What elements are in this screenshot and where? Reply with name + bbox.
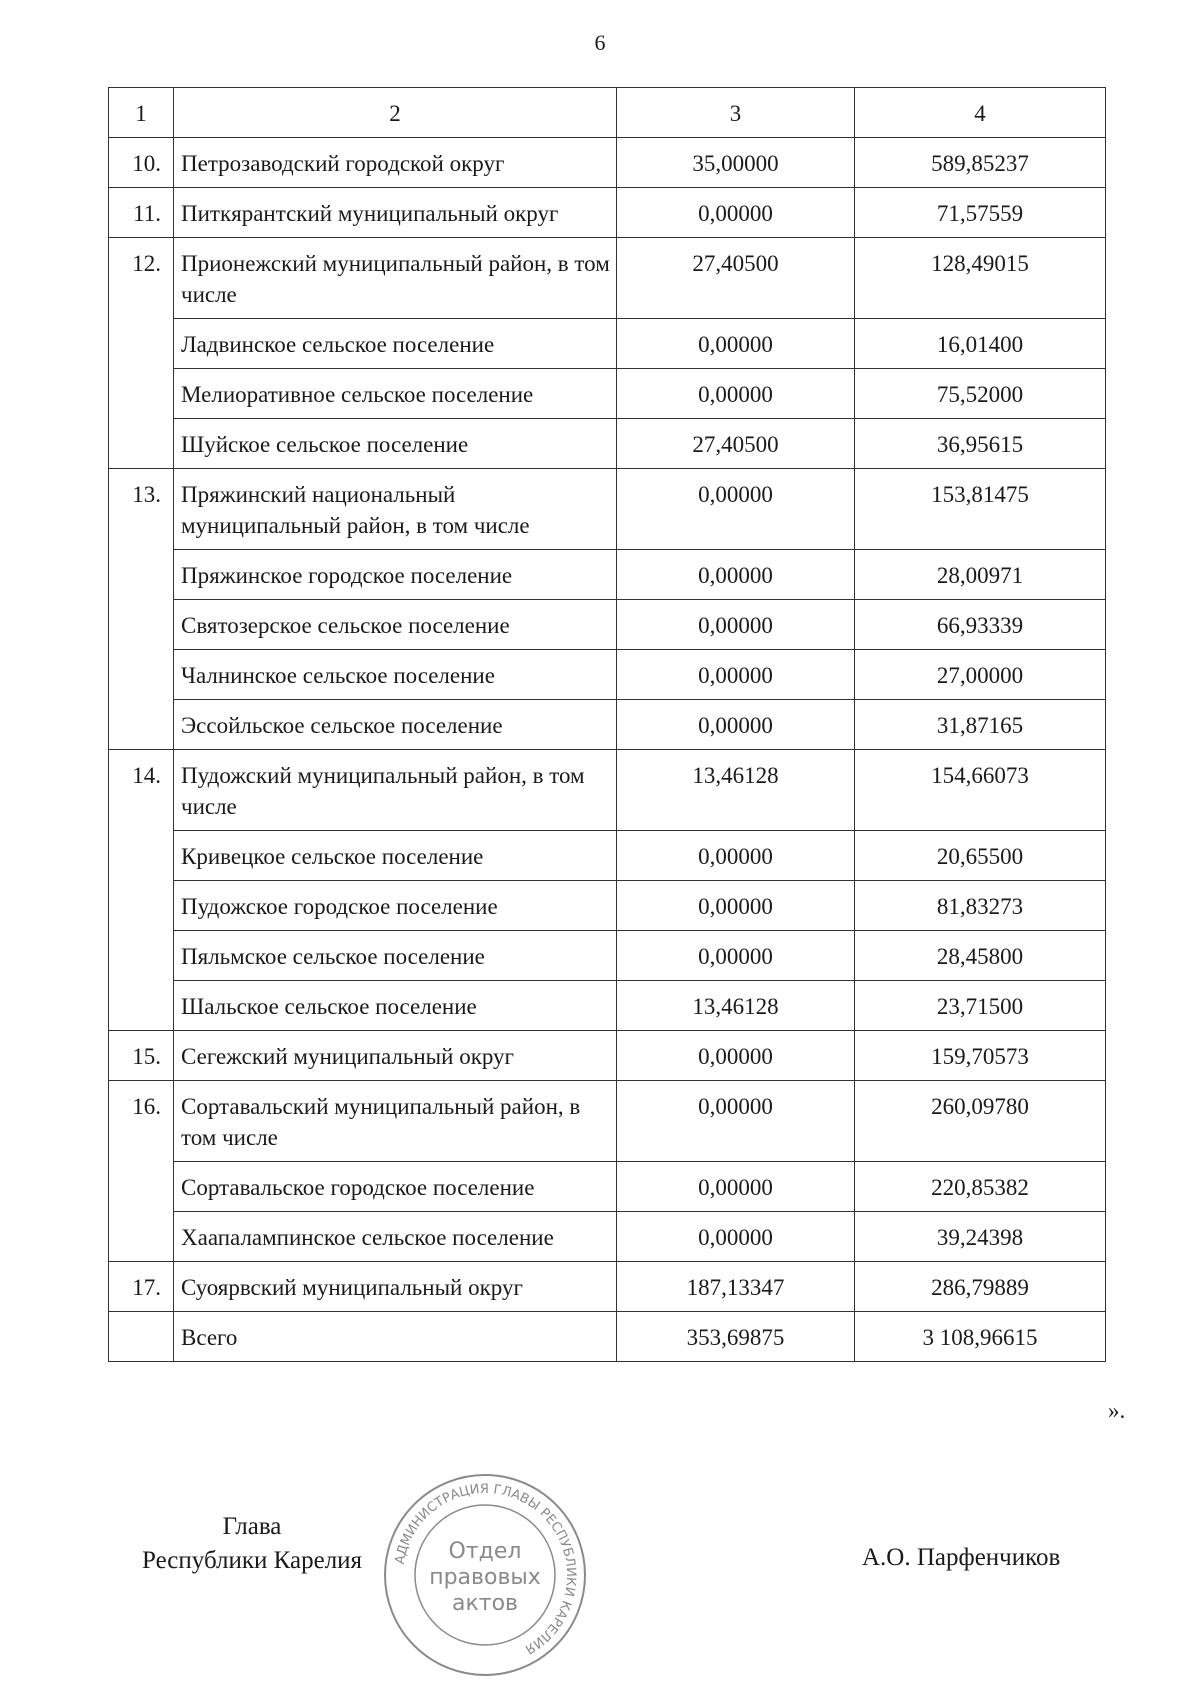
municipality-name: Чалнинское сельское поселение bbox=[174, 650, 617, 700]
municipality-name: Пудожский муниципальный район, в том числе bbox=[174, 750, 617, 831]
amount-col3: 13,46128 bbox=[617, 981, 855, 1031]
row-number: 12. bbox=[109, 238, 174, 469]
amount-col4: 286,79889 bbox=[855, 1262, 1106, 1312]
stamp-seal bbox=[380, 1470, 590, 1680]
row-number: 10. bbox=[109, 138, 174, 188]
amount-col3: 0,00000 bbox=[617, 550, 855, 600]
amount-col4: 20,65500 bbox=[855, 831, 1106, 881]
row-number: 15. bbox=[109, 1031, 174, 1081]
amount-col4: 36,95615 bbox=[855, 419, 1106, 469]
table-row bbox=[109, 750, 1106, 831]
table-row bbox=[109, 1031, 1106, 1081]
total-col4: 3 108,96615 bbox=[855, 1312, 1106, 1362]
municipality-name: Кривецкое сельское поселение bbox=[174, 831, 617, 881]
municipality-name: Пряжинский национальный муниципальный район, в том числе bbox=[174, 469, 617, 550]
municipality-name: Сортавальский муниципальный район, в том числе bbox=[174, 1081, 617, 1162]
amount-col3: 0,00000 bbox=[617, 931, 855, 981]
amount-col4: 260,09780 bbox=[855, 1081, 1106, 1162]
municipality-name: Пудожское городское поселение bbox=[174, 881, 617, 931]
page-number: 6 bbox=[594, 30, 606, 55]
total-col3: 353,69875 bbox=[617, 1312, 855, 1362]
table-row bbox=[109, 1162, 1106, 1212]
header-cell: 1 bbox=[109, 88, 174, 138]
municipality-name: Мелиоративное сельское поселение bbox=[174, 369, 617, 419]
table-row bbox=[109, 650, 1106, 700]
signatory-title-line1: Глава bbox=[222, 1513, 282, 1540]
amount-col4: 23,71500 bbox=[855, 981, 1106, 1031]
table-row bbox=[109, 550, 1106, 600]
row-number: 11. bbox=[109, 188, 174, 238]
table-row bbox=[109, 831, 1106, 881]
amount-col4: 220,85382 bbox=[855, 1162, 1106, 1212]
municipality-name: Суоярвский муниципальный округ bbox=[174, 1262, 617, 1312]
amount-col3: 0,00000 bbox=[617, 319, 855, 369]
amount-col3: 13,46128 bbox=[617, 750, 855, 831]
budget-table bbox=[108, 87, 1106, 1362]
amount-col3: 27,40500 bbox=[617, 419, 855, 469]
amount-col3: 0,00000 bbox=[617, 469, 855, 550]
table-row bbox=[109, 238, 1106, 319]
row-number: 13. bbox=[109, 469, 174, 750]
table-row bbox=[109, 881, 1106, 931]
amount-col3: 0,00000 bbox=[617, 1212, 855, 1262]
header-cell: 2 bbox=[174, 88, 617, 138]
amount-col3: 0,00000 bbox=[617, 650, 855, 700]
table-row bbox=[109, 1262, 1106, 1312]
header-cell: 4 bbox=[855, 88, 1106, 138]
amount-col3: 0,00000 bbox=[617, 369, 855, 419]
amount-col4: 66,93339 bbox=[855, 600, 1106, 650]
signatory-title-line2: Республики Карелия bbox=[142, 1547, 363, 1574]
total-number bbox=[109, 1312, 174, 1362]
amount-col3: 27,40500 bbox=[617, 238, 855, 319]
municipality-name: Эссойльское сельское поселение bbox=[174, 700, 617, 750]
amount-col4: 16,01400 bbox=[855, 319, 1106, 369]
amount-col4: 31,87165 bbox=[855, 700, 1106, 750]
amount-col4: 27,00000 bbox=[855, 650, 1106, 700]
table-row bbox=[109, 419, 1106, 469]
municipality-name: Пряжинское городское поселение bbox=[174, 550, 617, 600]
amount-col3: 187,13347 bbox=[617, 1262, 855, 1312]
municipality-name: Ладвинское сельское поселение bbox=[174, 319, 617, 369]
table-row bbox=[109, 981, 1106, 1031]
municipality-name: Сортавальское городское поселение bbox=[174, 1162, 617, 1212]
municipality-name: Питкярантский муниципальный округ bbox=[174, 188, 617, 238]
table-row bbox=[109, 700, 1106, 750]
table-row bbox=[109, 600, 1106, 650]
table-row bbox=[109, 369, 1106, 419]
amount-col4: 81,83273 bbox=[855, 881, 1106, 931]
table-row bbox=[109, 1212, 1106, 1262]
amount-col4: 154,66073 bbox=[855, 750, 1106, 831]
table-body bbox=[109, 88, 1106, 1362]
row-number: 14. bbox=[109, 750, 174, 1031]
amount-col3: 0,00000 bbox=[617, 700, 855, 750]
municipality-name: Хаапалампинское сельское поселение bbox=[174, 1212, 617, 1262]
amount-col4: 589,85237 bbox=[855, 138, 1106, 188]
municipality-name: Прионежский муниципальный район, в том числе bbox=[174, 238, 617, 319]
stamp-center-line3: актов bbox=[451, 1591, 519, 1616]
table-row bbox=[109, 1081, 1106, 1162]
amount-col4: 128,49015 bbox=[855, 238, 1106, 319]
amount-col3: 35,00000 bbox=[617, 138, 855, 188]
amount-col3: 0,00000 bbox=[617, 881, 855, 931]
total-label: Всего bbox=[174, 1312, 617, 1362]
stamp-ring-text: АДМИНИСТРАЦИЯ ГЛАВЫ РЕСПУБЛИКИ КАРЕЛИЯ bbox=[392, 1481, 579, 1657]
table-row bbox=[109, 931, 1106, 981]
total-row bbox=[109, 1312, 1106, 1362]
header-cell: 3 bbox=[617, 88, 855, 138]
table-row bbox=[109, 469, 1106, 550]
amount-col4: 75,52000 bbox=[855, 369, 1106, 419]
stamp-center-line1: Отдел bbox=[448, 1539, 522, 1564]
signatory-title bbox=[142, 1510, 362, 1578]
amount-col3: 0,00000 bbox=[617, 188, 855, 238]
municipality-name: Святозерское сельское поселение bbox=[174, 600, 617, 650]
row-number: 17. bbox=[109, 1262, 174, 1312]
table-row bbox=[109, 138, 1106, 188]
table-header-row bbox=[109, 88, 1106, 138]
stamp-center-line2: правовых bbox=[429, 1565, 541, 1590]
amount-col4: 39,24398 bbox=[855, 1212, 1106, 1262]
amount-col3: 0,00000 bbox=[617, 831, 855, 881]
amount-col4: 159,70573 bbox=[855, 1031, 1106, 1081]
amount-col4: 71,57559 bbox=[855, 188, 1106, 238]
amount-col3: 0,00000 bbox=[617, 600, 855, 650]
closing-quote: ». bbox=[1108, 1398, 1126, 1423]
municipality-name: Пяльмское сельское поселение bbox=[174, 931, 617, 981]
amount-col4: 28,45800 bbox=[855, 931, 1106, 981]
amount-col4: 153,81475 bbox=[855, 469, 1106, 550]
municipality-name: Шальское сельское поселение bbox=[174, 981, 617, 1031]
municipality-name: Сегежский муниципальный округ bbox=[174, 1031, 617, 1081]
amount-col4: 28,00971 bbox=[855, 550, 1106, 600]
amount-col3: 0,00000 bbox=[617, 1081, 855, 1162]
signatory-name: А.О. Парфенчиков bbox=[862, 1544, 1061, 1571]
amount-col3: 0,00000 bbox=[617, 1031, 855, 1081]
amount-col3: 0,00000 bbox=[617, 1162, 855, 1212]
row-number: 16. bbox=[109, 1081, 174, 1262]
table-row bbox=[109, 319, 1106, 369]
municipality-name: Петрозаводский городской округ bbox=[174, 138, 617, 188]
municipality-name: Шуйское сельское поселение bbox=[174, 419, 617, 469]
table-row bbox=[109, 188, 1106, 238]
